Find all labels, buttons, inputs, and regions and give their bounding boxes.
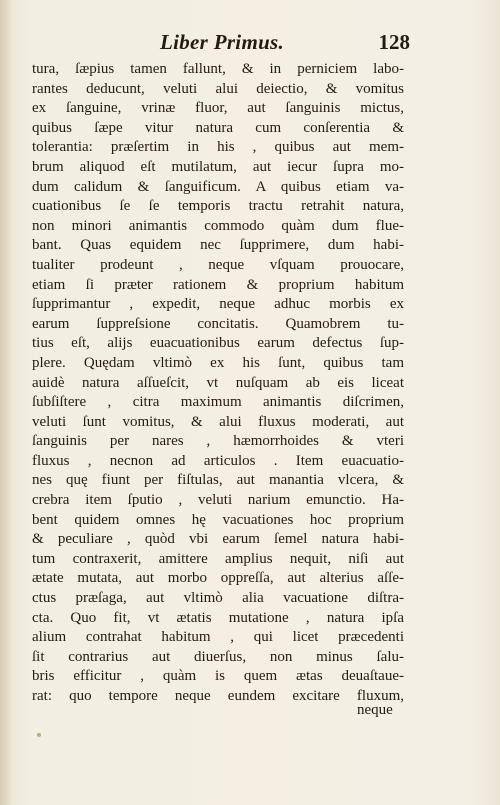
page-header [150, 30, 410, 56]
text-line: ætate mutata, aut morbo oppreſſa, aut alterius aſſe- [32, 570, 404, 587]
text-line: cta. Quo fit, vt ætatis mutatione , natura ipſa [32, 609, 404, 626]
text-line: fluxus , necnon ad articulos . Item euacuatio- [32, 452, 404, 469]
text-line: nes quę fiunt per fiſtulas, aut manantia vlcera, & [32, 472, 404, 489]
text-line: bent quidem omnes hę vacuationes hoc proprium [32, 511, 404, 528]
running-title: Liber Primus. [160, 30, 285, 54]
text-line: bant. Quas equidem nec ſupprimere, dum habi- [32, 237, 404, 254]
text-line: ſit contrarius aut diuerſus, non minus ſalu- [32, 648, 404, 665]
text-line: rantes deducunt, veluti alui deiectio, & vomitus [32, 80, 404, 97]
text-line: crebra item ſputio , veluti narium emunctio. Ha- [32, 492, 404, 509]
text-line: bris efficitur , quàm is quem ætas deuaſtaue- [32, 668, 404, 685]
text-line: etiam ſi præter rationem & proprium habitum [32, 276, 404, 293]
text-line: tualiter prodeunt , neque vſquam prouocare, [32, 256, 404, 273]
text-line: plere. Quędam vltimò ex his ſunt, quibus tam [32, 354, 404, 371]
text-line: alium contrahat habitum , qui licet præcedenti [32, 629, 404, 646]
text-line: non minori animantis commodo quàm dum flue- [32, 217, 404, 234]
body-text [32, 60, 404, 707]
text-line: auidè natura aſſueſcit, vt nuſquam ab eis liceat [32, 374, 404, 391]
text-line: quibus ſæpe vitur natura cum conſerentia & [32, 119, 404, 136]
text-line: rat: quo tempore neque eundem excitare fluxum, [32, 688, 404, 704]
text-line: ctus præſaga, aut vltimò alia vacuatione diſtra- [32, 590, 404, 607]
text-line: ex ſanguine, vrinæ fluor, aut ſanguinis mictus, [32, 100, 404, 117]
catchword: neque [357, 702, 393, 718]
text-line: ſupprimantur , expedit, neque adhuc morbis ex [32, 296, 404, 313]
ink-speck [37, 733, 41, 737]
text-line: & peculiare , quòd vbi earum ſemel natura habi- [32, 531, 404, 548]
text-line: ſubſiſtere , citra maximum animantis diſcrimen, [32, 394, 404, 411]
text-line: tolerantia: præſertim in his , quibus aut mem- [32, 139, 404, 156]
page-number: 128 [378, 30, 410, 54]
text-line: tura, ſæpius tamen fallunt, & in perniciem labo- [32, 61, 404, 77]
text-line: dum calidum & ſanguificum. A quibus etiam va- [32, 178, 404, 195]
text-line: earum ſuppreſsione concitatis. Quamobrem tu- [32, 315, 404, 332]
text-line: tum contraxerit, amittere amplius nequit, niſi aut [32, 550, 404, 567]
text-line: cuationibus ſe ſe temporis tractu retrahit natura, [32, 198, 404, 215]
text-line: brum aliquod eſt mutilatum, aut iecur ſupra mo- [32, 158, 404, 175]
text-line: veluti ſunt vomitus, & alui fluxus moderati, aut [32, 413, 404, 430]
text-line: ſanguinis per nares , hæmorrhoides & vteri [32, 433, 404, 450]
text-line: tius eſt, alijs euacuationibus earum defectus ſup- [32, 335, 404, 352]
page-gutter-shadow [0, 0, 12, 805]
